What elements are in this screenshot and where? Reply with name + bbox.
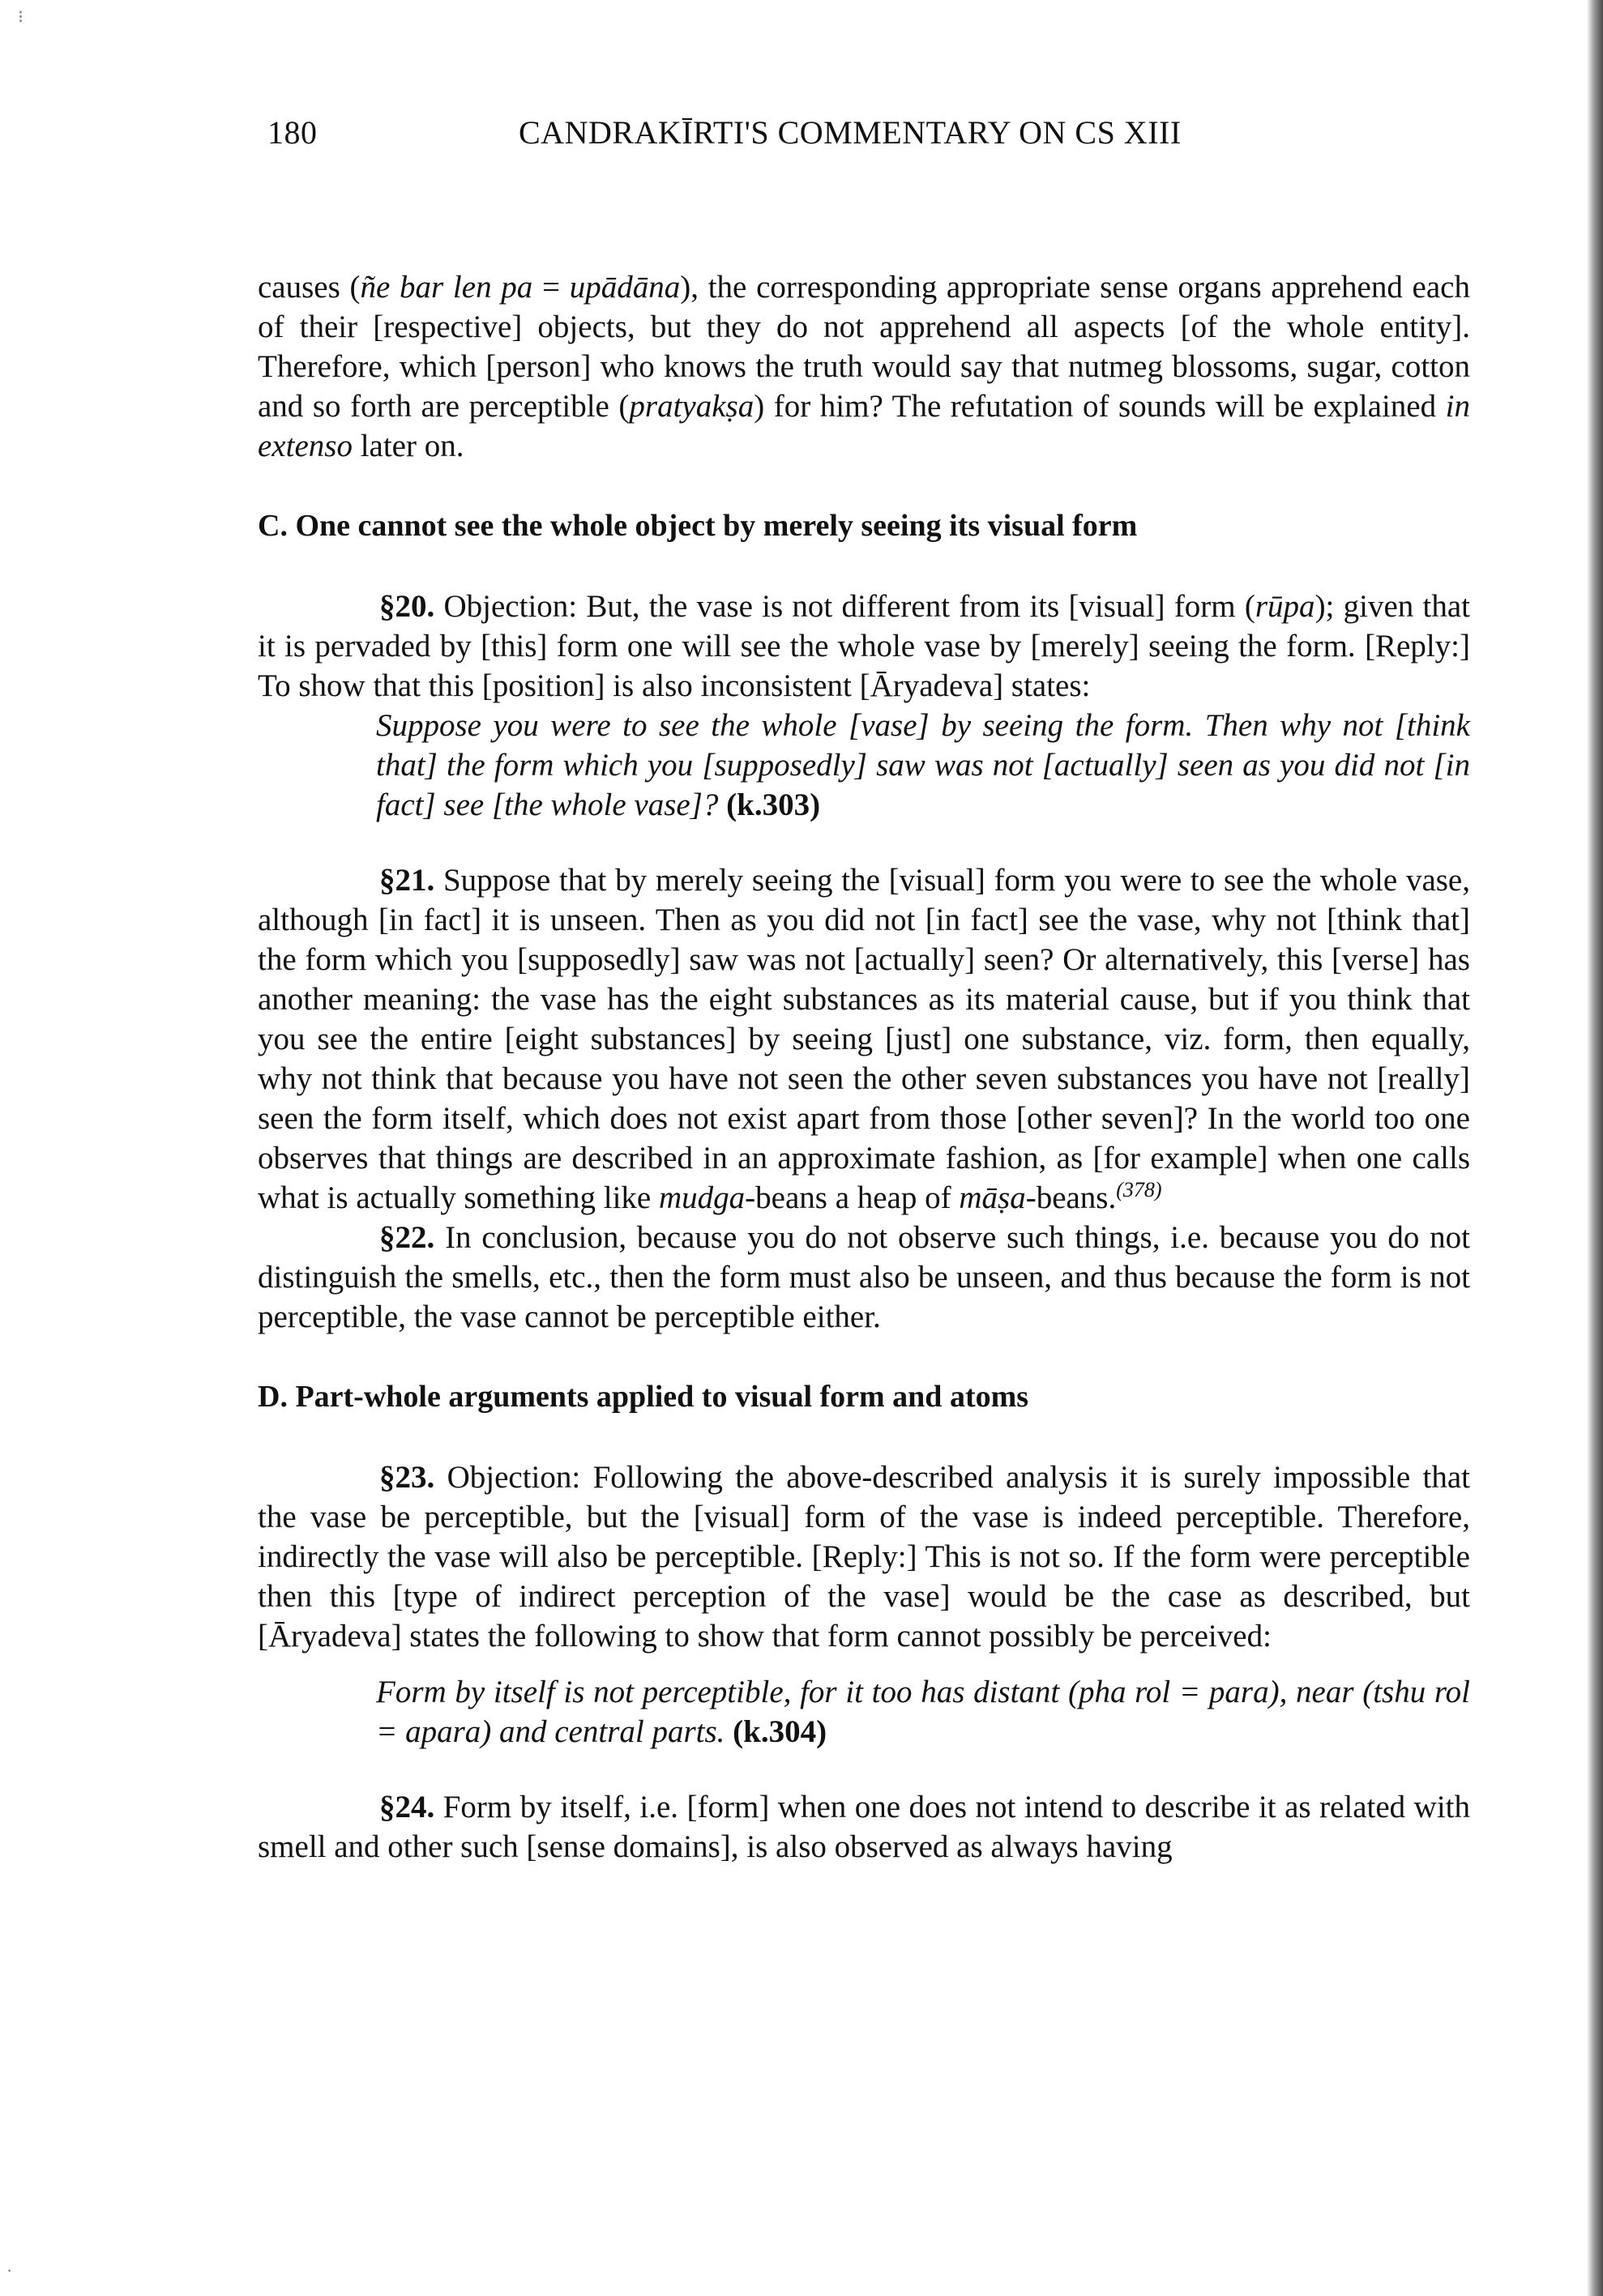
paragraph-continued: causes (ñe bar len pa = upādāna), the corresponding appropriate sense organs apprehend each of their [respective] objects, but they do not apprehend all aspects [of the whole entity]. Therefore, which [person] who knows the truth would say that nutmeg blossoms, sugar, cotton and so forth are perceptible (pratyakṣa) for him? The refutation of sounds will be explained in extenso later on. [258, 270, 1470, 463]
book-spine-shadow [1587, 0, 1603, 2296]
paragraph-23: §23. Objection: Following the above-described analysis it is surely impossible that the vase be perceptible, but the [visual] form of the vase is indeed perceptible. Therefore, indirectly the vase will also be perceptible. [Reply:] This is not so. If the form were perceptible then this [type of indirect perception of the vase] would be the case as described, but [Āryadeva] states the following to show that form cannot possibly be perceived: [258, 1460, 1470, 1654]
paragraph-20: §20. Objection: But, the vase is not different from its [visual] form (rūpa); given that it is pervaded by [this] form one will see the whole vase by [merely] seeing the form. [Reply:] To show that this [position] is also inconsistent [Āryadeva] states: [258, 589, 1471, 703]
scan-speck: ⁝ [18, 6, 24, 27]
verse-k303: Suppose you were to see the whole [vase] by seeing the form. Then why not [think that] the form which you [supposedly] saw was not [actually] seen as you did not [in fact] see [the whole vase]? (k.303) [376, 708, 1470, 822]
running-title: CANDRAKĪRTI'S COMMENTARY ON CS XIII [519, 114, 1182, 151]
verse-k304: Form by itself is not perceptible, for it too has distant (pha rol = para), near (tshu rol = apara) and central parts. (k.304) [376, 1675, 1470, 1749]
verse-reference: (k.303) [726, 787, 821, 822]
page-body [258, 267, 1470, 1867]
page-number: 180 [267, 114, 318, 151]
section-heading-d: D. Part-whole arguments applied to visual form and atoms [258, 1380, 1029, 1414]
footnote-marker: (378) [1116, 1178, 1162, 1201]
verse-reference: (k.304) [733, 1714, 827, 1749]
paragraph-24: §24. Form by itself, i.e. [form] when one does not intend to describe it as related with smell and other such [sense domains], is also observed as always having [258, 1790, 1470, 1864]
section-heading-c: C. One cannot see the whole object by merely seeing its visual form [258, 509, 1138, 543]
paragraph-21: §21. Suppose that by merely seeing the [visual] form you were to see the whole vase, although [in fact] it is unseen. Then as you did not [in fact] see the vase, why not [think that] the form which you [supposedly] saw was not [actually] seen? Or alternatively, this [verse] has another meaning: the vase has the eight substances as its material cause, but if you think that you see the entire [eight substances] by seeing [just] one substance, viz. form, then equally, why not think that because you have not seen the other seven substances you have not [really] seen the form itself, which does not exist apart from those [other seven]? In the world too one observes that things are described in an approximate fashion, as [for example] when one calls what is actually something like mudga-beans a heap of māṣa-beans.$^{(378)}$ [258, 863, 1470, 1215]
paragraph-22: §22. In conclusion, because you do not observe such things, i.e. because you do not distinguish the smells, etc., then the form must also be unseen, and thus because the form is not perceptible, the vase cannot be perceptible either. [258, 1220, 1470, 1334]
scan-speck: · [6, 2260, 13, 2281]
